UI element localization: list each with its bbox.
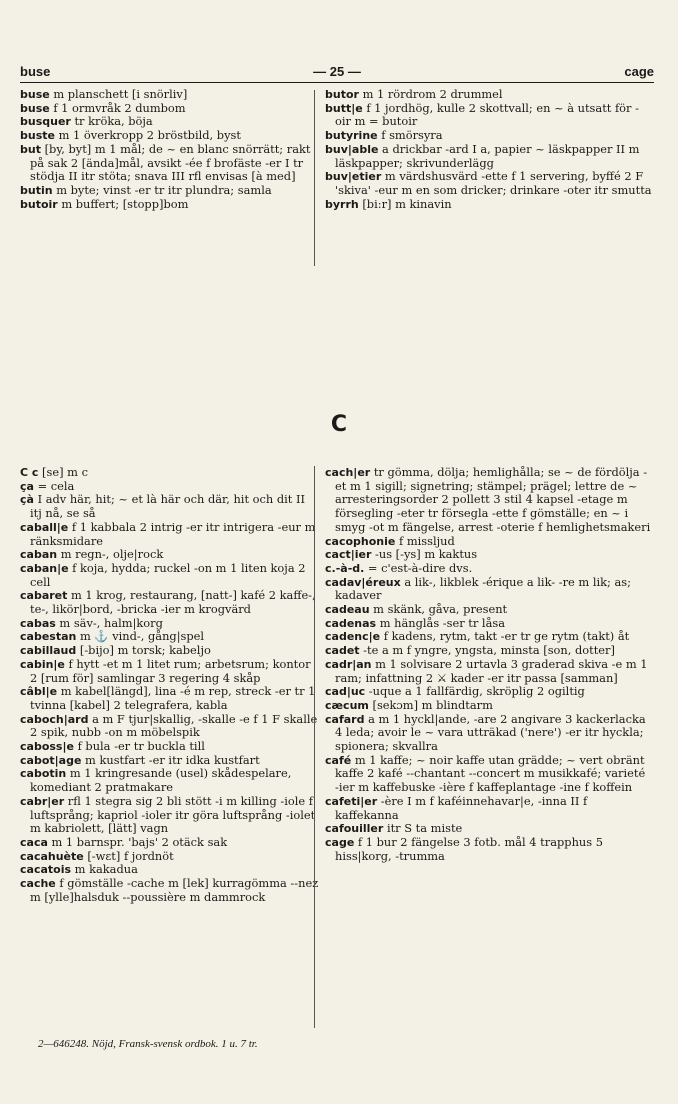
entry-headword: buse xyxy=(20,101,50,115)
dictionary-entry xyxy=(20,754,320,768)
entry-headword: butyrine xyxy=(325,129,378,143)
entry-headword: butor xyxy=(325,88,359,101)
entry-definition: f koja, hydda; ruckel -on m 1 liten koja 2 cell xyxy=(30,560,306,589)
dictionary-entry xyxy=(325,548,652,562)
entry-definition: f 1 ormvråk 2 dumbom xyxy=(49,100,186,115)
entry-definition: tr gömma, dölja; hemlighålla; se ~ de fördölja -et m 1 sigill; signetring; stämpel; prägel; lettre de ~ arresteringsorder 2 pollett 3 stil 4 kapsel -etage m försegling -eter tr försegla -ette f gömställe; en ~ i smyg -ot m fängelse, arrest -oterie f hemlighetsmakeri xyxy=(335,465,651,534)
dictionary-entry xyxy=(325,88,652,102)
entry-definition: [bi:r] m kinavin xyxy=(358,196,452,211)
dictionary-entry xyxy=(325,795,652,822)
entry-headword: cact|ier xyxy=(325,548,372,562)
entry-definition: m kustfart -er itr idka kustfart xyxy=(81,752,260,767)
b-entries-left-column xyxy=(20,88,320,211)
entry-headword: cad|uc xyxy=(325,685,366,699)
dictionary-entry xyxy=(325,102,652,129)
entry-definition: m kabel[längd], lina -é m rep, streck -er tr 1 tvinna [kabel] 2 telegrafera, kabla xyxy=(30,684,316,712)
entry-headword: caboss|e xyxy=(20,740,74,754)
entry-headword: butin xyxy=(20,183,53,197)
entry-definition: f missljud xyxy=(395,533,455,548)
entry-headword: câbl|e xyxy=(20,685,58,699)
entry-definition: f 1 kabbala 2 intrig -er itr intrigera -eur m ränksmidare xyxy=(30,519,316,548)
dictionary-entry xyxy=(20,480,320,494)
dictionary-entry xyxy=(325,576,652,603)
dictionary-entry xyxy=(20,102,320,116)
entry-headword: ça xyxy=(20,479,34,493)
dictionary-entry xyxy=(20,143,320,184)
entry-definition: a lik-, likblek -érique a lik- -re m lik; as; kadaver xyxy=(335,574,631,603)
dictionary-entry xyxy=(325,699,652,713)
entry-definition: f kadens, rytm, takt -er tr ge rytm (takt) åt xyxy=(380,629,630,644)
entry-headword: cache xyxy=(20,877,56,891)
entry-definition: [by, byt] m 1 mål; de ~ en blanc snörrätt; rakt på sak 2 [ända]mål, avsikt -ée f brofäste -er I tr stödja II itr stöta; snava III rfl envisas [à med] xyxy=(30,141,311,184)
dictionary-entry xyxy=(325,143,652,170)
entry-headword: caca xyxy=(20,835,48,849)
entry-definition: = cela xyxy=(33,478,75,493)
dictionary-entry xyxy=(325,617,652,631)
dictionary-entry xyxy=(325,713,652,754)
entry-headword: cadenc|e xyxy=(325,630,381,644)
entry-headword: buse xyxy=(20,88,50,101)
entry-headword: cadet xyxy=(325,644,360,658)
entry-headword: cadenas xyxy=(325,616,377,630)
entry-definition: -te a m f yngre, yngsta, minsta [son, dotter] xyxy=(359,643,615,658)
page-header xyxy=(20,64,654,82)
entry-headword: cafard xyxy=(325,712,365,726)
dictionary-entry xyxy=(20,795,320,836)
entry-definition: m 1 rördrom 2 drummel xyxy=(358,87,503,101)
dictionary-entry xyxy=(325,630,652,644)
dictionary-entry xyxy=(325,658,652,685)
dictionary-entry xyxy=(325,822,652,836)
entry-definition: m byte; vinst -er tr itr plundra; samla xyxy=(52,182,272,197)
entry-definition: rfl 1 stegra sig 2 bli stött -i m killing -iole f luftsprång; kapriol -ioler itr göra luftsprång -iolet m kabriolett, [lätt] vagn xyxy=(30,793,316,836)
dictionary-entry xyxy=(20,850,320,864)
entry-definition: m regn-, olje|rock xyxy=(57,547,164,562)
dictionary-entry xyxy=(20,548,320,562)
entry-headword: cabr|er xyxy=(20,794,65,808)
entry-definition: m 1 kaffe; ~ noir kaffe utan grädde; ~ vert obränt kaffe 2 kafé --chantant --concert m musikkafé; varieté -ier m kaffebuske -ière f kaffeplantage -ine f koffein xyxy=(335,752,646,795)
entry-headword: caboch|ard xyxy=(20,712,89,726)
dictionary-entry xyxy=(20,493,320,520)
entry-headword: cafeti|er xyxy=(325,794,378,808)
dictionary-entry xyxy=(20,589,320,616)
entry-definition: = c'est-à-dire dvs. xyxy=(364,560,473,575)
entry-headword: caban|e xyxy=(20,561,69,575)
entry-definition: m skänk, gåva, present xyxy=(369,602,508,617)
dictionary-entry xyxy=(20,740,320,754)
entry-definition: [-bijo] m torsk; kabeljo xyxy=(76,643,211,658)
entry-definition: m planschett [i snörliv] xyxy=(49,87,188,101)
entry-definition: [-wɛt] f jordnöt xyxy=(83,848,174,863)
dictionary-entry xyxy=(325,836,652,863)
dictionary-entry xyxy=(20,685,320,712)
entry-headword: cafouiller xyxy=(325,822,384,836)
left-guide-word: buse xyxy=(20,64,51,79)
entry-definition: m kakadua xyxy=(71,862,138,877)
entry-definition: m säv-, halm|korg xyxy=(55,615,163,630)
entry-headword: cabaret xyxy=(20,589,68,603)
entry-definition: -uque a 1 fallfärdig, skröplig 2 ogiltig xyxy=(365,684,585,699)
dictionary-entry xyxy=(325,685,652,699)
entry-headword: buv|able xyxy=(325,142,379,156)
dictionary-entry xyxy=(325,603,652,617)
dictionary-entry xyxy=(20,466,320,480)
entry-definition: m 1 överkropp 2 bröstbild, byst xyxy=(54,128,241,143)
entry-headword: café xyxy=(325,753,352,767)
entry-headword: cabas xyxy=(20,616,56,630)
c-entries-left-column xyxy=(20,466,320,905)
dictionary-entry xyxy=(20,644,320,658)
dictionary-entry xyxy=(325,535,652,549)
entry-headword: buv|etier xyxy=(325,170,382,184)
entry-definition: f smörsyra xyxy=(377,128,443,143)
dictionary-entry xyxy=(20,129,320,143)
right-guide-word: cage xyxy=(624,64,654,79)
entry-definition: m värdshusvärd -ette f 1 servering, byffé 2 F 'skiva' -eur m en som dricker; drinkare -oter itr smutta xyxy=(335,169,652,197)
entry-headword: caball|e xyxy=(20,520,69,534)
dictionary-entry xyxy=(20,713,320,740)
entry-definition: m 1 krog, restaurang, [natt-] kafé 2 kaffe-, te-, likör|bord, -bricka -ier m krogvärd xyxy=(30,588,316,617)
entry-headword: cacatois xyxy=(20,863,72,877)
page-number: — 25 — xyxy=(313,64,361,79)
entry-headword: butt|e xyxy=(325,101,363,115)
entry-headword: cacahuète xyxy=(20,849,84,863)
entry-headword: cabestan xyxy=(20,630,77,644)
dictionary-entry xyxy=(20,562,320,589)
entry-headword: cæcum xyxy=(325,698,369,712)
entry-headword: cabotin xyxy=(20,767,67,781)
entry-definition: itr S ta miste xyxy=(383,821,463,836)
dictionary-entry xyxy=(325,129,652,143)
entry-headword: cage xyxy=(325,835,355,849)
entry-definition: f 1 jordhög, kulle 2 skottvall; en ~ à utsatt för -oir m = butoir xyxy=(335,100,639,129)
dictionary-entry xyxy=(325,644,652,658)
entry-headword: butoir xyxy=(20,197,58,211)
entry-definition: -ère I m f kaféinnehavar|e, -inna II f kaffekanna xyxy=(335,793,588,822)
entry-definition: a m 1 hyckl|ande, -are 2 angivare 3 kackerlacka 4 leda; avoir le ~ vara utträkad ('nere') -er itr hyckla; spionera; skvallra xyxy=(335,711,646,754)
entry-definition: [sekɔm] m blindtarm xyxy=(368,697,493,712)
entry-headword: but xyxy=(20,142,41,156)
header-rule xyxy=(20,82,654,83)
dictionary-entry xyxy=(20,184,320,198)
entry-headword: cadav|éreux xyxy=(325,575,401,589)
column-divider xyxy=(314,466,315,1028)
entry-definition: m buffert; [stopp]bom xyxy=(57,196,189,211)
entry-headword: cadeau xyxy=(325,603,370,617)
entry-definition: m hänglås -ser tr låsa xyxy=(376,615,506,630)
dictionary-entry xyxy=(20,767,320,794)
dictionary-entry xyxy=(20,198,320,212)
entry-definition: -us [-ys] m kaktus xyxy=(371,547,478,562)
entry-headword: cabot|age xyxy=(20,753,82,767)
entry-headword: byrrh xyxy=(325,197,359,211)
column-divider xyxy=(314,90,315,266)
section-letter-heading: C xyxy=(330,412,348,437)
entry-definition: f hytt -et m 1 litet rum; arbetsrum; kontor 2 [rum för] samlingar 3 regering 4 skåp xyxy=(30,656,311,685)
entry-headword: busquer xyxy=(20,115,71,129)
entry-headword: buste xyxy=(20,129,55,143)
entry-definition: m ⚓ vind-, gång|spel xyxy=(76,629,205,644)
entry-definition: f bula -er tr buckla till xyxy=(73,739,205,754)
entry-headword: cach|er xyxy=(325,466,371,479)
dictionary-entry xyxy=(20,521,320,548)
dictionary-entry xyxy=(20,863,320,877)
entry-definition: m 1 kringresande (usel) skådespelare, komediant 2 pratmakare xyxy=(30,766,292,795)
entry-headword: cabin|e xyxy=(20,657,65,671)
entry-headword: cadr|an xyxy=(325,657,372,671)
dictionary-entry xyxy=(325,198,652,212)
entry-headword: cabillaud xyxy=(20,644,77,658)
dictionary-entry xyxy=(20,617,320,631)
dictionary-entry xyxy=(20,630,320,644)
entry-definition: m 1 barnspr. 'bajs' 2 otäck sak xyxy=(47,834,228,849)
dictionary-entry xyxy=(325,754,652,795)
entry-headword: çà xyxy=(20,493,34,507)
dictionary-entry xyxy=(20,88,320,102)
dictionary-entry xyxy=(20,658,320,685)
entry-definition: [se] m c xyxy=(38,465,88,479)
entry-headword: c.-à-d. xyxy=(325,561,365,575)
dictionary-entry xyxy=(20,836,320,850)
dictionary-entry xyxy=(325,466,652,535)
entry-definition: I adv här, hit; ~ et là här och där, hit och dit II itj nå, se så xyxy=(30,492,305,521)
page-footer: 2—646248. Nöjd, Fransk-svensk ordbok. 1 u. 7 tr. xyxy=(38,1038,258,1050)
entry-definition: f 1 bur 2 fängelse 3 fotb. mål 4 trapphus 5 hiss|korg, -trumma xyxy=(335,834,603,863)
entry-headword: caban xyxy=(20,548,58,562)
entry-definition: a m F tjur|skallig, -skalle -e f 1 F skalle 2 spik, nubb -on m möbelspik xyxy=(30,711,318,740)
dictionary-entry xyxy=(325,562,652,576)
dictionary-entry xyxy=(325,170,652,197)
entry-definition: a drickbar -ard I a, papier ~ läskpapper II m läskpapper; skrivunderlägg xyxy=(335,141,640,170)
entry-headword: cacophonie xyxy=(325,534,396,548)
entry-definition: f gömställe -cache m [lek] kurragömma --nez m [ylle]halsduk --poussière m dammrock xyxy=(30,876,319,904)
entry-definition: tr kröka, böja xyxy=(70,114,153,129)
c-entries-right-column xyxy=(325,466,652,863)
entry-headword: C c xyxy=(20,466,39,479)
dictionary-entry xyxy=(20,115,320,129)
entry-definition: m 1 solvisare 2 urtavla 3 graderad skiva -e m 1 ram; infattning 2 ⚔ kader -er itr passa [samman] xyxy=(335,656,648,685)
b-entries-right-column xyxy=(325,88,652,211)
dictionary-entry xyxy=(20,877,320,904)
